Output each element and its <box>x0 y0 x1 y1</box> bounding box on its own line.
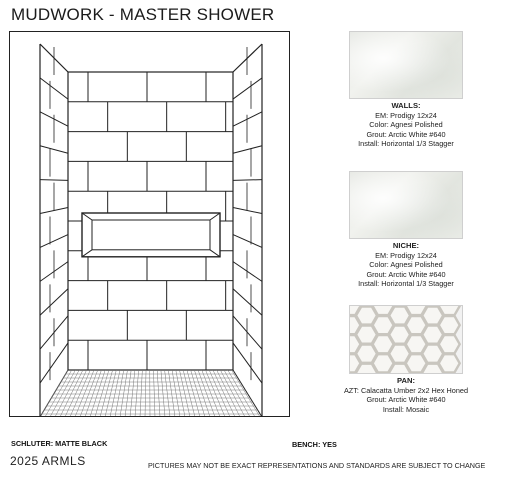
page-title: MUDWORK - MASTER SHOWER <box>11 5 275 24</box>
side-grout-line <box>233 146 262 154</box>
walls-spec-line: Color: Agnesi Polished <box>369 120 443 130</box>
side-grout-line <box>233 180 262 181</box>
niche-tile-swatch <box>349 171 463 239</box>
side-grout-line <box>233 316 262 349</box>
niche-spec-line: Install: Horizontal 1/3 Stagger <box>358 279 454 289</box>
shower-elevation-drawing <box>9 31 290 417</box>
side-grout-line <box>233 289 262 316</box>
walls-spec-line: Grout: Arctic White #640 <box>366 129 446 139</box>
hex-tile <box>373 373 394 374</box>
pan-spec-line: AZT: Calacatta Umber 2x2 Hex Honed <box>343 385 469 395</box>
niche-spec-line: Grout: Arctic White #640 <box>366 269 446 279</box>
shower-tile-layout <box>10 32 290 417</box>
walls-spec-line: Install: Horizontal 1/3 Stagger <box>358 139 454 149</box>
walls-tile-swatch <box>349 31 463 99</box>
hex-tile <box>350 373 361 374</box>
hex-tile <box>439 354 460 372</box>
floor-mosaic <box>40 370 260 417</box>
side-grout-line <box>233 235 262 248</box>
hex-tile <box>439 335 460 353</box>
walls-spec-line: EM: Prodigy 12x24 <box>375 110 437 120</box>
side-grout-line <box>233 207 262 213</box>
hex-tile <box>439 316 460 334</box>
pan-heading: PAN: <box>397 376 415 385</box>
side-grout-line <box>40 180 68 181</box>
hex-tile <box>439 373 460 374</box>
side-grout-line <box>40 78 68 99</box>
bench-note: BENCH: YES <box>292 440 337 449</box>
side-grout-line <box>40 235 68 248</box>
side-grout-line <box>233 78 262 99</box>
armls-watermark: 2025 ARMLS <box>10 454 86 468</box>
side-grout-line <box>40 289 68 316</box>
hex-tile <box>439 306 460 315</box>
schluter-note: SCHLUTER: MATTE BLACK <box>11 439 108 448</box>
niche-spec <box>320 241 492 289</box>
side-grout-line <box>40 146 68 154</box>
side-grout-line <box>233 112 262 126</box>
niche-spec-line: EM: Prodigy 12x24 <box>375 250 437 260</box>
pan-hex-mosaic-swatch <box>349 305 463 374</box>
side-grout-line <box>233 262 262 282</box>
pan-spec-line: Grout: Arctic White #640 <box>366 395 446 405</box>
hex-mosaic-pattern <box>350 306 463 374</box>
walls-heading: WALLS: <box>391 101 421 110</box>
pan-spec-line: Install: Mosaic <box>382 404 430 414</box>
walls-spec <box>320 101 492 149</box>
niche-heading: NICHE: <box>392 241 420 250</box>
perspective-line <box>233 44 262 72</box>
pan-spec <box>320 376 492 414</box>
niche-spec-line: Color: Agnesi Polished <box>369 260 443 270</box>
hex-tile <box>406 373 427 374</box>
disclaimer-text: PICTURES MAY NOT BE EXACT REPRESENTATIONS AND STANDARDS ARE SUBJECT TO CHANGE <box>148 461 486 470</box>
